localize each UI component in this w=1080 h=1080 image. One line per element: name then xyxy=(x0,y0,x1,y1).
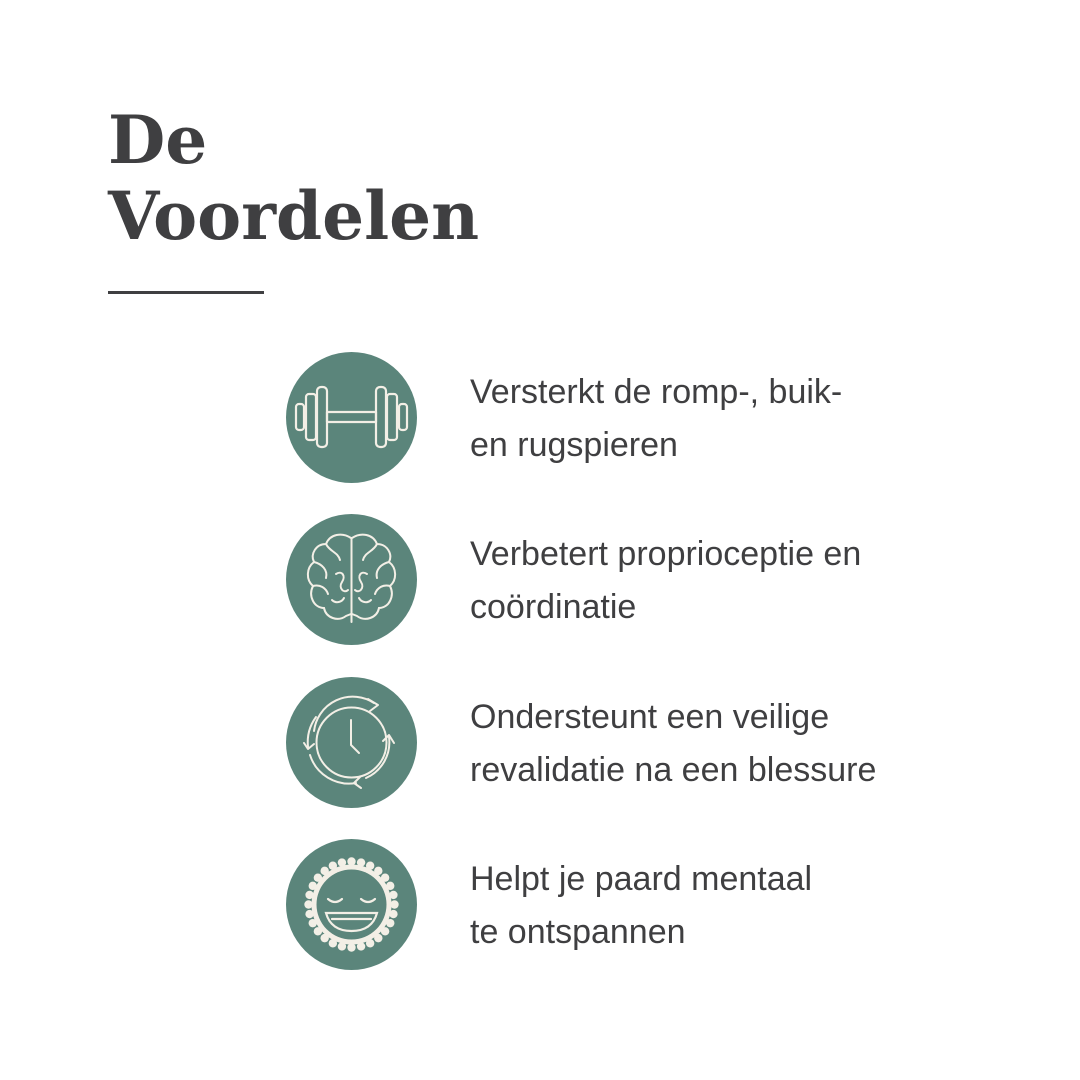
benefit-text xyxy=(470,853,970,959)
title-divider xyxy=(108,291,264,294)
benefit-text xyxy=(470,366,970,472)
benefit-line-1: Ondersteunt een veilige xyxy=(470,698,830,736)
benefit-text xyxy=(470,528,970,634)
recovery-clock-icon xyxy=(286,677,417,808)
dumbbell-icon xyxy=(286,352,417,483)
benefit-line-2: en rugspieren xyxy=(470,426,678,464)
benefit-item-relaxation xyxy=(286,839,986,971)
title-line-1: De xyxy=(108,101,208,179)
benefit-item-strength xyxy=(286,352,986,484)
benefit-item-rehabilitation xyxy=(286,677,986,809)
benefit-line-2: revalidatie na een blessure xyxy=(470,751,877,789)
benefit-line-1: Versterkt de romp-, buik- xyxy=(470,373,843,411)
benefit-text xyxy=(470,691,970,797)
benefit-line-2: te ontspannen xyxy=(470,913,686,951)
page-title xyxy=(108,102,479,254)
benefit-item-coordination xyxy=(286,514,986,646)
title-line-2: Voordelen xyxy=(108,177,480,255)
brain-icon xyxy=(286,514,417,645)
benefit-line-1: Helpt je paard mentaal xyxy=(470,860,813,898)
benefit-line-1: Verbetert proprioceptie en xyxy=(470,535,862,573)
relaxed-face-icon xyxy=(286,839,417,970)
benefit-line-2: coördinatie xyxy=(470,588,637,626)
